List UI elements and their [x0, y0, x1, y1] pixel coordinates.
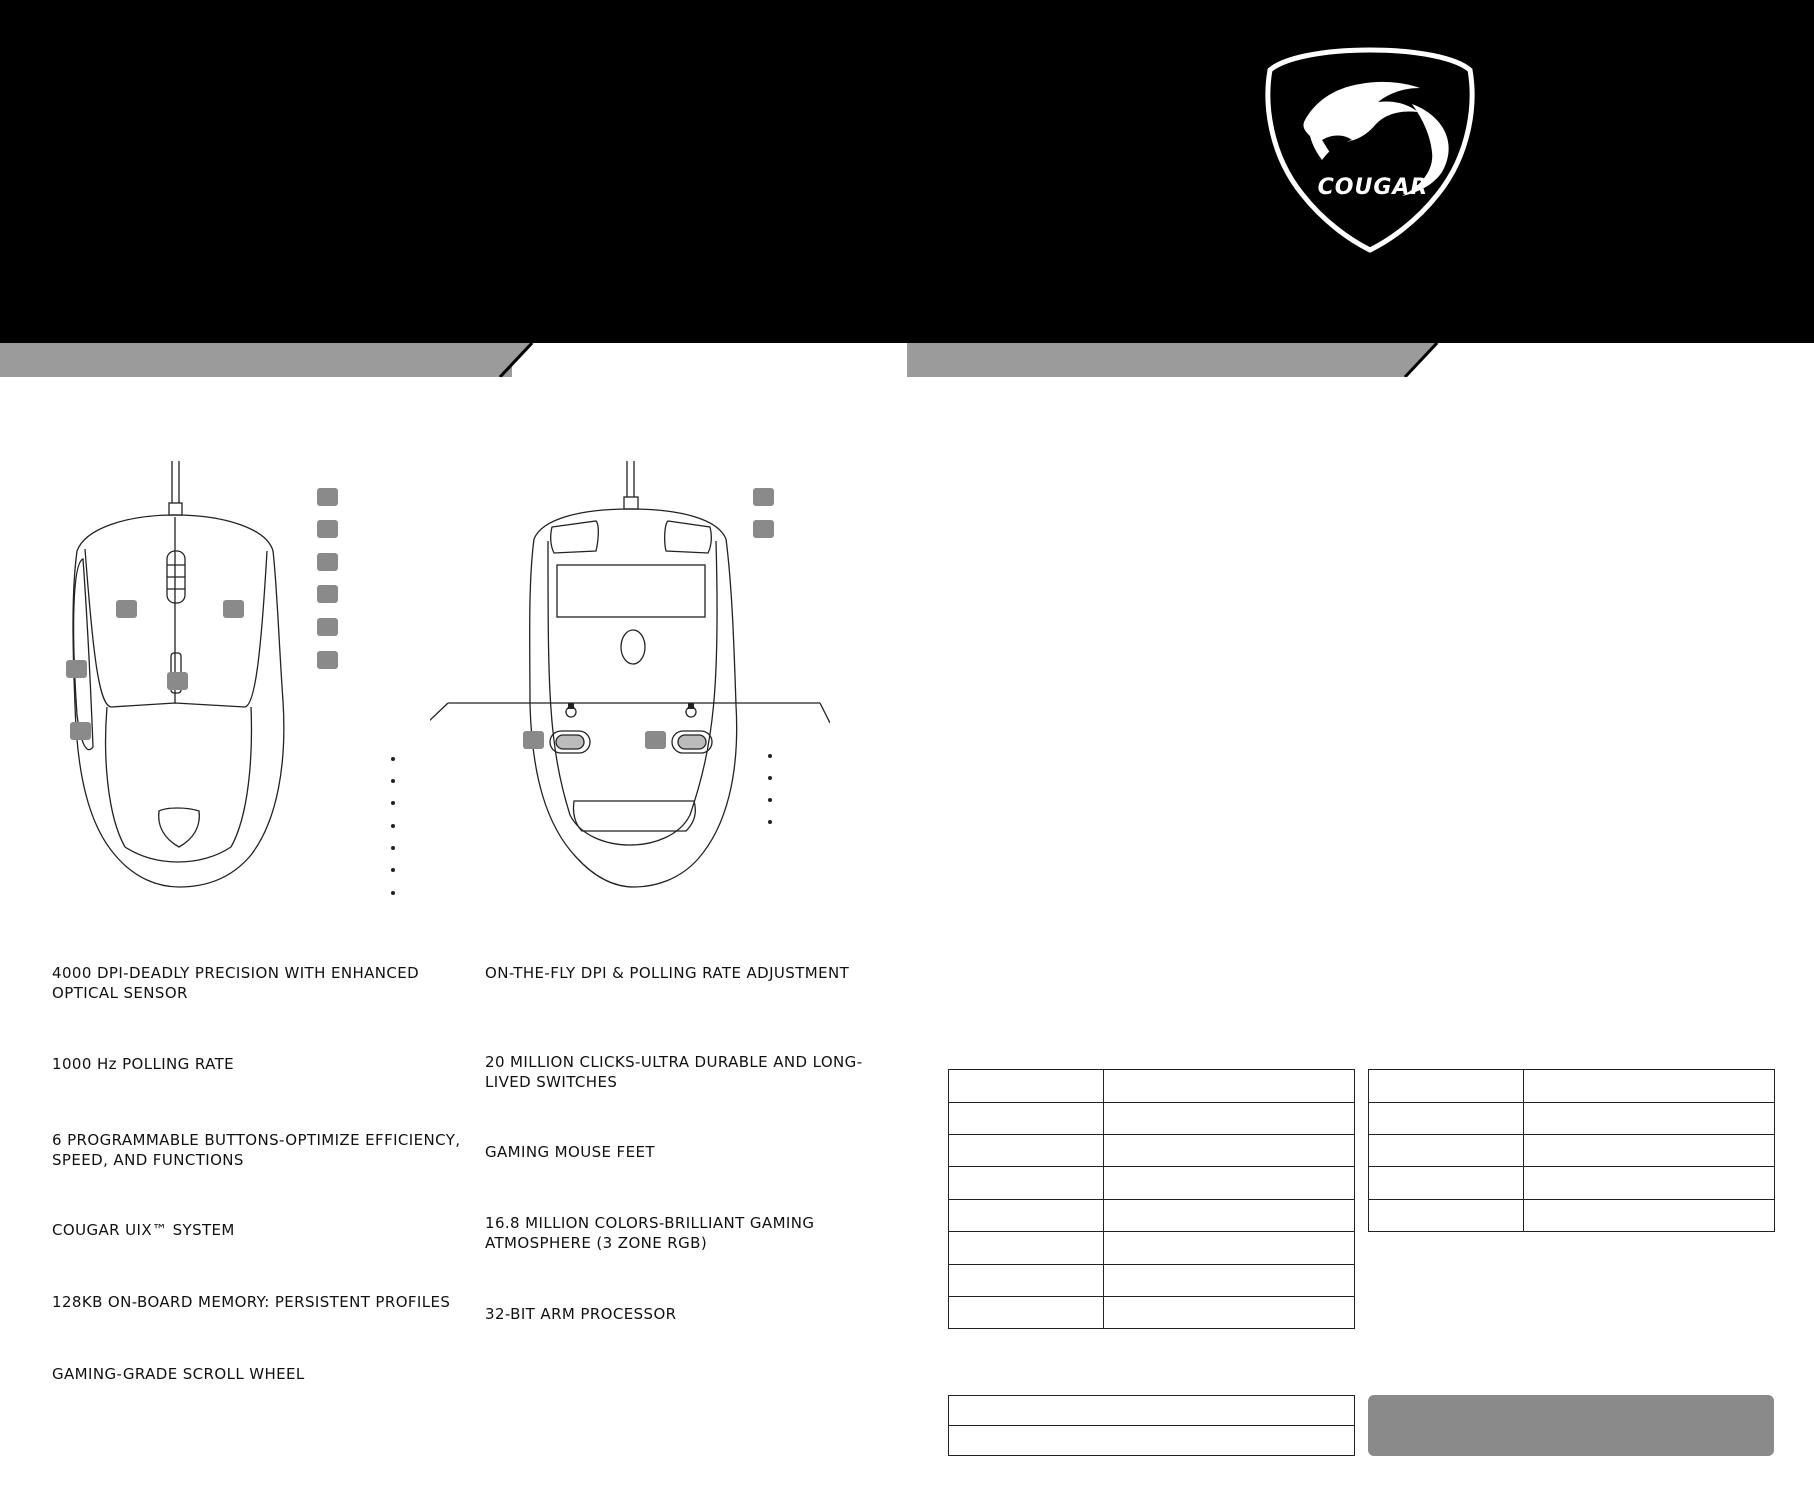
- callout-marker: [70, 722, 91, 740]
- spec-table-left: [948, 1069, 1355, 1329]
- tab-slash-left: [492, 343, 552, 377]
- callout-marker: [753, 488, 774, 506]
- callout-marker: [223, 600, 244, 618]
- bullet-dot: [391, 891, 395, 895]
- callout-marker: [116, 600, 137, 618]
- feature-item: 6 PROGRAMMABLE BUTTONS-OPTIMIZE EFFICIENCY, SPEED, AND FUNCTIONS: [52, 1131, 461, 1169]
- feature-item: ON-THE-FLY DPI & POLLING RATE ADJUSTMENT: [485, 964, 850, 982]
- bullet-dot: [391, 824, 395, 828]
- callout-marker: [645, 731, 666, 749]
- spec-table-right: [1368, 1069, 1775, 1232]
- bullet-dot: [768, 820, 772, 824]
- feature-item: 4000 DPI-DEADLY PRECISION WITH ENHANCED OPTICAL SENSOR: [52, 964, 420, 1002]
- feature-item: 16.8 MILLION COLORS-BRILLIANT GAMING ATMOSPHERE (3 ZONE RGB): [485, 1214, 815, 1252]
- feature-item: 128KB ON-BOARD MEMORY: PERSISTENT PROFILES: [52, 1293, 451, 1311]
- cougar-shield-logo-icon: [1262, 44, 1478, 256]
- bullet-dot: [391, 757, 395, 761]
- bullet-dot: [768, 754, 772, 758]
- callout-marker: [317, 651, 338, 669]
- header-band: [0, 0, 1814, 343]
- bullet-dot: [768, 798, 772, 802]
- bullet-dot: [391, 801, 395, 805]
- feature-item: 20 MILLION CLICKS-ULTRA DURABLE AND LONG-LIVED SWITCHES: [485, 1053, 863, 1091]
- feature-item: 32-BIT ARM PROCESSOR: [485, 1305, 677, 1323]
- gray-label-box: [1368, 1395, 1774, 1456]
- callout-marker: [317, 618, 338, 636]
- bullet-dot: [391, 868, 395, 872]
- tab-slash-right: [1387, 343, 1447, 377]
- bullet-dot: [768, 776, 772, 780]
- bullet-dot: [391, 779, 395, 783]
- callout-marker: [317, 553, 338, 571]
- logo-text: COUGAR: [1317, 175, 1429, 200]
- feature-item: 1000 Hz POLLING RATE: [52, 1055, 235, 1073]
- feature-item: GAMING-GRADE SCROLL WHEEL: [52, 1365, 305, 1383]
- callout-marker: [317, 585, 338, 603]
- feature-item: GAMING MOUSE FEET: [485, 1143, 655, 1161]
- bullet-dot: [391, 846, 395, 850]
- callout-marker: [167, 672, 188, 690]
- callout-marker: [523, 731, 544, 749]
- callout-marker: [66, 660, 87, 678]
- callout-marker: [317, 520, 338, 538]
- info-table-bottom: [948, 1395, 1355, 1456]
- feature-item: COUGAR UIX™ SYSTEM: [52, 1221, 235, 1239]
- section-tab-right: [907, 343, 1407, 377]
- callout-marker: [753, 520, 774, 538]
- callout-marker: [317, 488, 338, 506]
- section-tab-left: [0, 343, 512, 377]
